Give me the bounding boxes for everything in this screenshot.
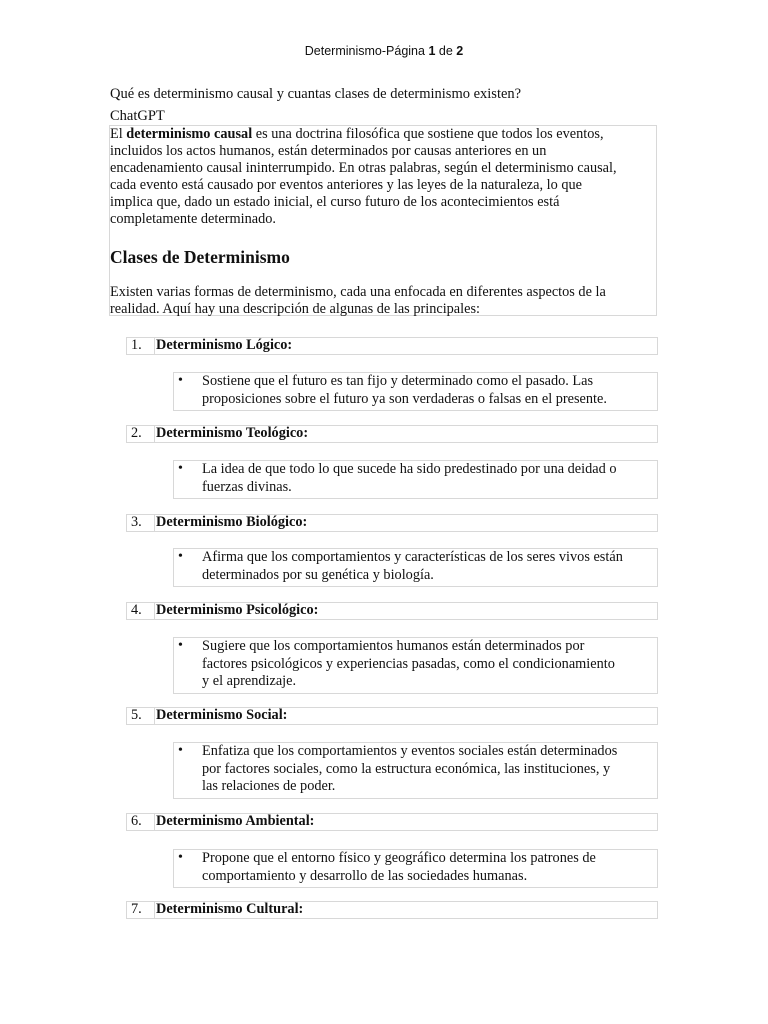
list-item-divider [154, 901, 155, 919]
list-item-divider [154, 813, 155, 831]
list-item-divider [154, 707, 155, 725]
list-item-title: Determinismo Biológico: [156, 514, 308, 530]
list-item-title: Determinismo Lógico: [156, 337, 293, 353]
bullet-icon: • [178, 850, 183, 865]
list-item-number: 4. [131, 602, 142, 618]
description-line: las relaciones de poder. [202, 778, 336, 794]
list-item-description [202, 850, 658, 885]
description-line: Sostiene que el futuro es tan fijo y determinado como el pasado. Las [202, 373, 594, 389]
description-line: La idea de que todo lo que sucede ha sido predestinado por una deidad o [202, 461, 617, 477]
description-line: Afirma que los comportamientos y características de los seres vivos están [202, 549, 623, 565]
bullet-icon: • [178, 549, 183, 564]
lead-line: Existen varias formas de determinismo, cada una enfocada en diferentes aspectos de la [110, 284, 606, 300]
intro-line: encadenamiento causal ininterrumpido. En otras palabras, según el determinismo causal, [110, 160, 617, 176]
list-item-title: Determinismo Social: [156, 707, 288, 723]
list-item-number: 1. [131, 337, 142, 353]
bullet-icon: • [178, 373, 183, 388]
source-label: ChatGPT [110, 108, 165, 124]
lead-line: realidad. Aquí hay una descripción de algunas de las principales: [110, 301, 481, 317]
list-item-divider [154, 337, 155, 355]
page-header [0, 44, 768, 58]
list-item-number: 3. [131, 514, 142, 530]
list-item-description [202, 461, 658, 496]
question-text: Qué es determinismo causal y cuantas clases de determinismo existen? [110, 86, 522, 102]
description-line: Enfatiza que los comportamientos y eventos sociales están determinados [202, 743, 618, 759]
list-item-title: Determinismo Ambiental: [156, 813, 315, 829]
header-prefix: Determinismo-Página [304, 44, 429, 58]
description-line: fuerzas divinas. [202, 478, 292, 495]
bullet-icon: • [178, 638, 183, 653]
list-item-title: Determinismo Teológico: [156, 425, 309, 441]
lead-paragraph [110, 284, 658, 318]
list-item-description [202, 373, 658, 408]
description-line: Sugiere que los comportamientos humanos están determinados por [202, 638, 585, 654]
description-line: proposiciones sobre el futuro ya son verdaderas o falsas en el presente. [202, 390, 607, 407]
intro-line-text: es una doctrina filosófica que sostiene que todos los eventos, [252, 126, 604, 142]
intro-paragraph [110, 126, 660, 228]
list-item-description [202, 743, 658, 796]
header-separator: de [435, 44, 457, 58]
intro-line: incluidos los actos humanos, están determinados por causas anteriores en un [110, 143, 547, 159]
intro-bold-term: determinismo causal [126, 126, 253, 142]
description-line: y el aprendizaje. [202, 673, 297, 689]
description-line: comportamiento y desarrollo de las sociedades humanas. [202, 867, 528, 884]
description-line: determinados por su genética y biología. [202, 566, 434, 583]
intro-line: cada evento está causado por eventos anteriores y las leyes de la naturaleza, lo que [110, 177, 582, 193]
list-item-title: Determinismo Cultural: [156, 901, 304, 917]
list-item-number: 6. [131, 813, 142, 829]
bullet-icon: • [178, 461, 183, 476]
list-item-divider [154, 425, 155, 443]
description-line: por factores sociales, como la estructura económica, las instituciones, y [202, 760, 611, 777]
list-item-number: 5. [131, 707, 142, 723]
list-item-number: 2. [131, 425, 142, 441]
intro-line [110, 126, 660, 143]
description-line: factores psicológicos y experiencias pasadas, como el condicionamiento [202, 655, 615, 672]
header-page-number: 1 [428, 44, 436, 58]
section-heading: Clases de Determinismo [110, 247, 290, 267]
intro-pre: El [110, 126, 127, 142]
description-line: Propone que el entorno físico y geográfico determina los patrones de [202, 850, 596, 866]
list-item-description [202, 638, 658, 691]
list-item-divider [154, 602, 155, 620]
bullet-icon: • [178, 743, 183, 758]
list-item-description [202, 549, 658, 584]
list-item-number: 7. [131, 901, 142, 917]
list-item-divider [154, 514, 155, 532]
list-item-title: Determinismo Psicológico: [156, 602, 319, 618]
intro-line: implica que, dado un estado inicial, el curso futuro de los acontecimientos está [110, 194, 560, 210]
header-page-total: 2 [456, 44, 464, 58]
intro-line: completamente determinado. [110, 211, 276, 227]
